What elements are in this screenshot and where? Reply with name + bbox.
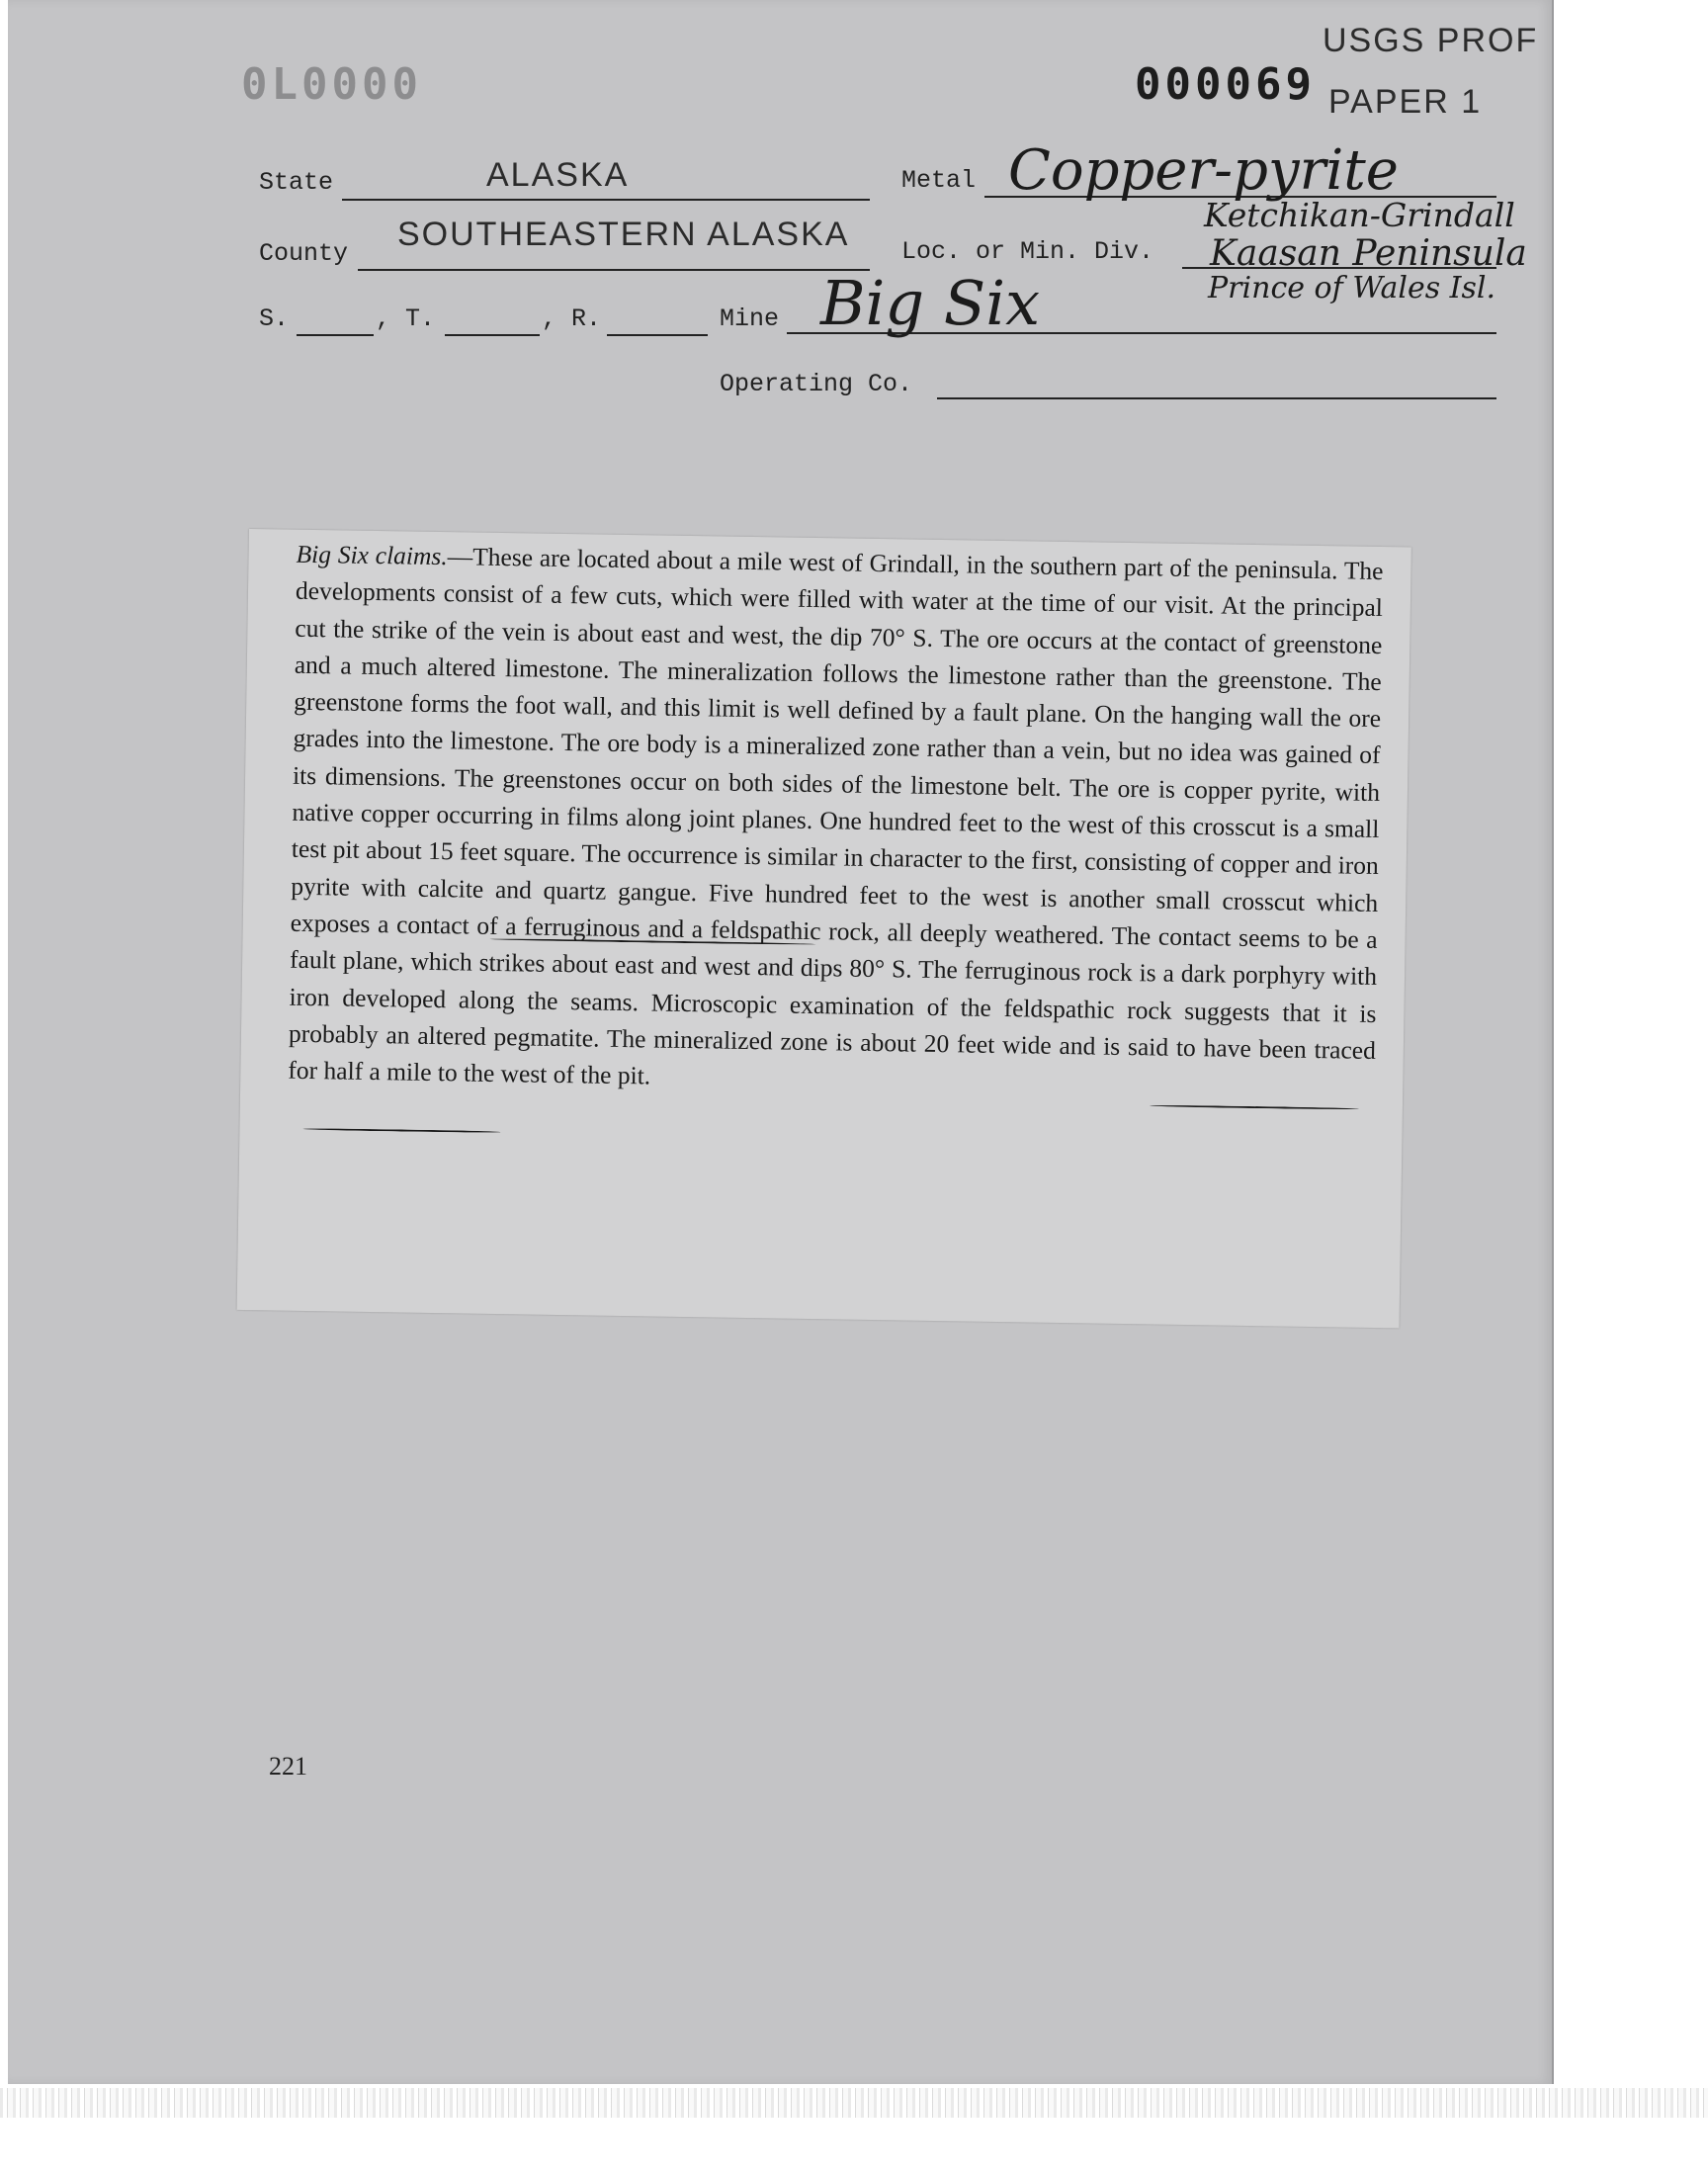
county-line — [358, 269, 870, 271]
clipping-lead: Big Six claims. — [296, 539, 448, 571]
mine-value: Big Six — [820, 267, 1041, 339]
metal-label: Metal — [901, 166, 977, 195]
county-value: SOUTHEASTERN ALASKA — [397, 216, 850, 253]
state-line — [342, 199, 870, 201]
state-value: ALASKA — [486, 156, 630, 194]
faint-stamp-number: 0L0000 — [241, 59, 422, 110]
metal-value: Copper-pyrite — [1008, 138, 1399, 203]
clipping-body: —These are located about a mile west of Grindall, in the southern part of the peninsula. The developments consist of a few cuts, which were filled with water at the time of our visit. At the principal cut the strike of the vein is about east and west, the dip 70° S. The ore occurs at the contact of greenstone and a much altered limestone. The mineralization follows the limestone rather than the greenstone. The greenstone forms the foot wall, and this limit is well defined by a fault plane. On the hanging wall the ore grades into the limestone. The ore body is a mineralized zone rather than a vein, but no idea was gained of its dimensions. The greenstones occur on both sides of the limestone belt. The ore is copper pyrite, with native copper occurring in films along joint planes. One hundred feet to the west of this crosscut is a small test pit about 15 feet square. The occurrence is similar in character to the first, consisting of copper and iron pyrite with calcite and quartz gangue. Five hundred feet to the west is another small crosscut which exposes a contact of a ferruginous and a feldspathic rock, all deeply weathered. The contact seems to be a fault plane, which strikes about east and west and dips 80° S. The ferruginous rock is a dark porphyry with iron developed along the seams. Microscopic examination of the feldspathic rock suggests that it is probably an altered pegmatite. The mineralized zone is about 20 feet wide and is said to have been traced for half a mile to the west of the pit. — [288, 542, 1384, 1090]
division-label: Loc. or Min. Div. — [901, 237, 1154, 266]
section-label: S. — [259, 304, 290, 333]
state-label: State — [259, 168, 334, 197]
pen-underline-of-copper — [1150, 1104, 1359, 1109]
mine-label: Mine — [720, 304, 780, 333]
division-value-line2: Kaasan Peninsula — [1210, 233, 1527, 274]
clipping-paragraph — [288, 536, 1384, 1106]
county-label: County — [259, 239, 349, 268]
series-stamp-line2: PAPER 1 — [1328, 83, 1483, 121]
pen-underline-iron-pyrite — [302, 1128, 500, 1133]
township-line — [445, 334, 540, 336]
division-value-line1: Ketchikan-Grindall — [1204, 196, 1515, 234]
scan-edge-strip — [0, 2088, 1708, 2118]
operating-company-label: Operating Co. — [720, 370, 913, 398]
township-label: , T. — [376, 304, 436, 333]
operating-company-line — [937, 397, 1496, 399]
section-line — [297, 334, 374, 336]
page-number: 221 — [269, 1752, 307, 1781]
series-stamp-line1: USGS PROF — [1323, 22, 1539, 59]
division-value-line3: Prince of Wales Isl. — [1208, 271, 1496, 305]
record-number-stamp: 000069 — [1135, 59, 1316, 110]
range-line — [607, 334, 708, 336]
pasted-text-clipping — [237, 529, 1411, 1328]
range-label: , R. — [542, 304, 602, 333]
